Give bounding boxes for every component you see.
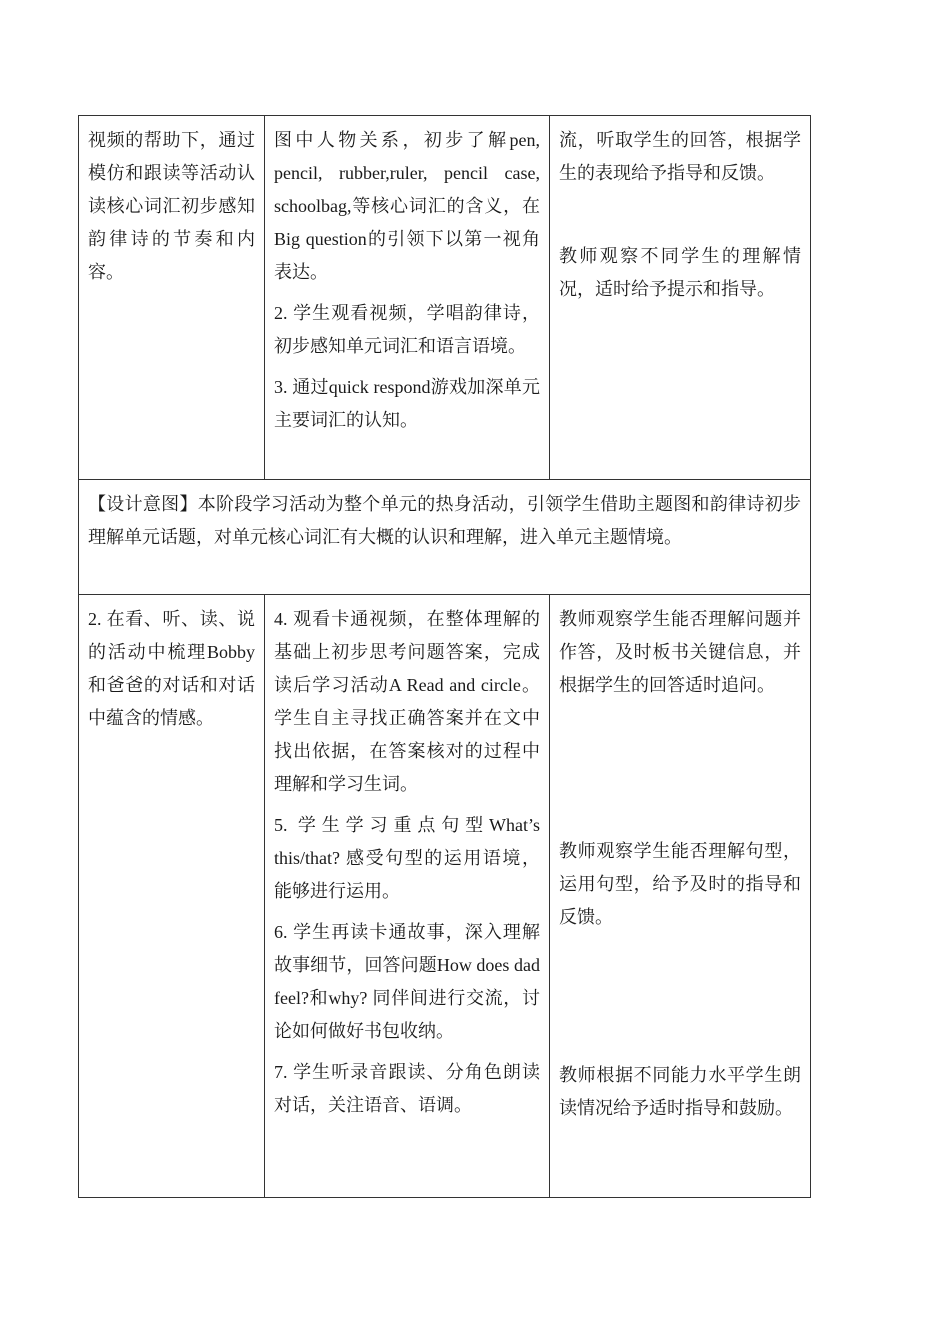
activity-item: 4. 观看卡通视频，在整体理解的基础上初步思考问题答案，完成读后学习活动A Read and circle。学生自主寻找正确答案并在文中找出依据，在答案核对的过程中理解和学习生词。 — [274, 609, 540, 794]
assessment-item: 教师观察不同学生的理解情况，适时给予提示和指导。 — [559, 246, 801, 299]
goal-text: 视频的帮助下，通过模仿和跟读等活动认读核心词汇初步感知韵律诗的节奏和内容。 — [88, 130, 255, 282]
assessment-item: 教师观察学生能否理解问题并作答，及时板书关键信息，并根据学生的回答适时追问。 — [559, 609, 801, 695]
lesson-plan-table — [78, 115, 811, 1198]
assessment-item: 教师观察学生能否理解句型，运用句型，给予及时的指导和反馈。 — [559, 841, 801, 927]
assessment-item: 流，听取学生的回答，根据学生的表现给予指导和反馈。 — [559, 130, 801, 183]
design-intent-text: 【设计意图】本阶段学习活动为整个单元的热身活动，引领学生借助主题图和韵律诗初步理解单元话题，对单元核心词汇有大概的认识和理解，进入单元主题情境。 — [88, 494, 801, 547]
activity-cell — [265, 116, 550, 480]
assessment-cell — [550, 595, 811, 1198]
table-row — [79, 480, 811, 595]
activity-item: 7. 学生听录音跟读、分角色朗读对话，关注语音、语调。 — [274, 1062, 540, 1115]
activity-item: 3. 通过quick respond游戏加深单元主要词汇的认知。 — [274, 377, 540, 430]
goal-cell — [79, 595, 265, 1198]
activity-item: 图中人物关系，初步了解pen, pencil, rubber,ruler, pencil case, schoolbag,等核心词汇的含义，在Big question的引领下以第一视角表达。 — [274, 130, 540, 282]
assessment-cell — [550, 116, 811, 480]
goal-cell — [79, 116, 265, 480]
design-intent-cell — [79, 480, 811, 595]
goal-text: 2. 在看、听、读、说的活动中梳理Bobby和爸爸的对话和对话中蕴含的情感。 — [88, 609, 255, 728]
table-row — [79, 595, 811, 1198]
assessment-item: 教师根据不同能力水平学生朗读情况给予适时指导和鼓励。 — [559, 1065, 801, 1118]
activity-item: 2. 学生观看视频，学唱韵律诗，初步感知单元词汇和语言语境。 — [274, 303, 540, 356]
activity-item: 6. 学生再读卡通故事，深入理解故事细节，回答问题How does dad feel?和why? 同伴间进行交流，讨论如何做好书包收纳。 — [274, 922, 540, 1041]
activity-item: 5. 学生学习重点句型What’s this/that? 感受句型的运用语境，能够进行运用。 — [274, 815, 540, 901]
table-row — [79, 116, 811, 480]
activity-cell — [265, 595, 550, 1198]
